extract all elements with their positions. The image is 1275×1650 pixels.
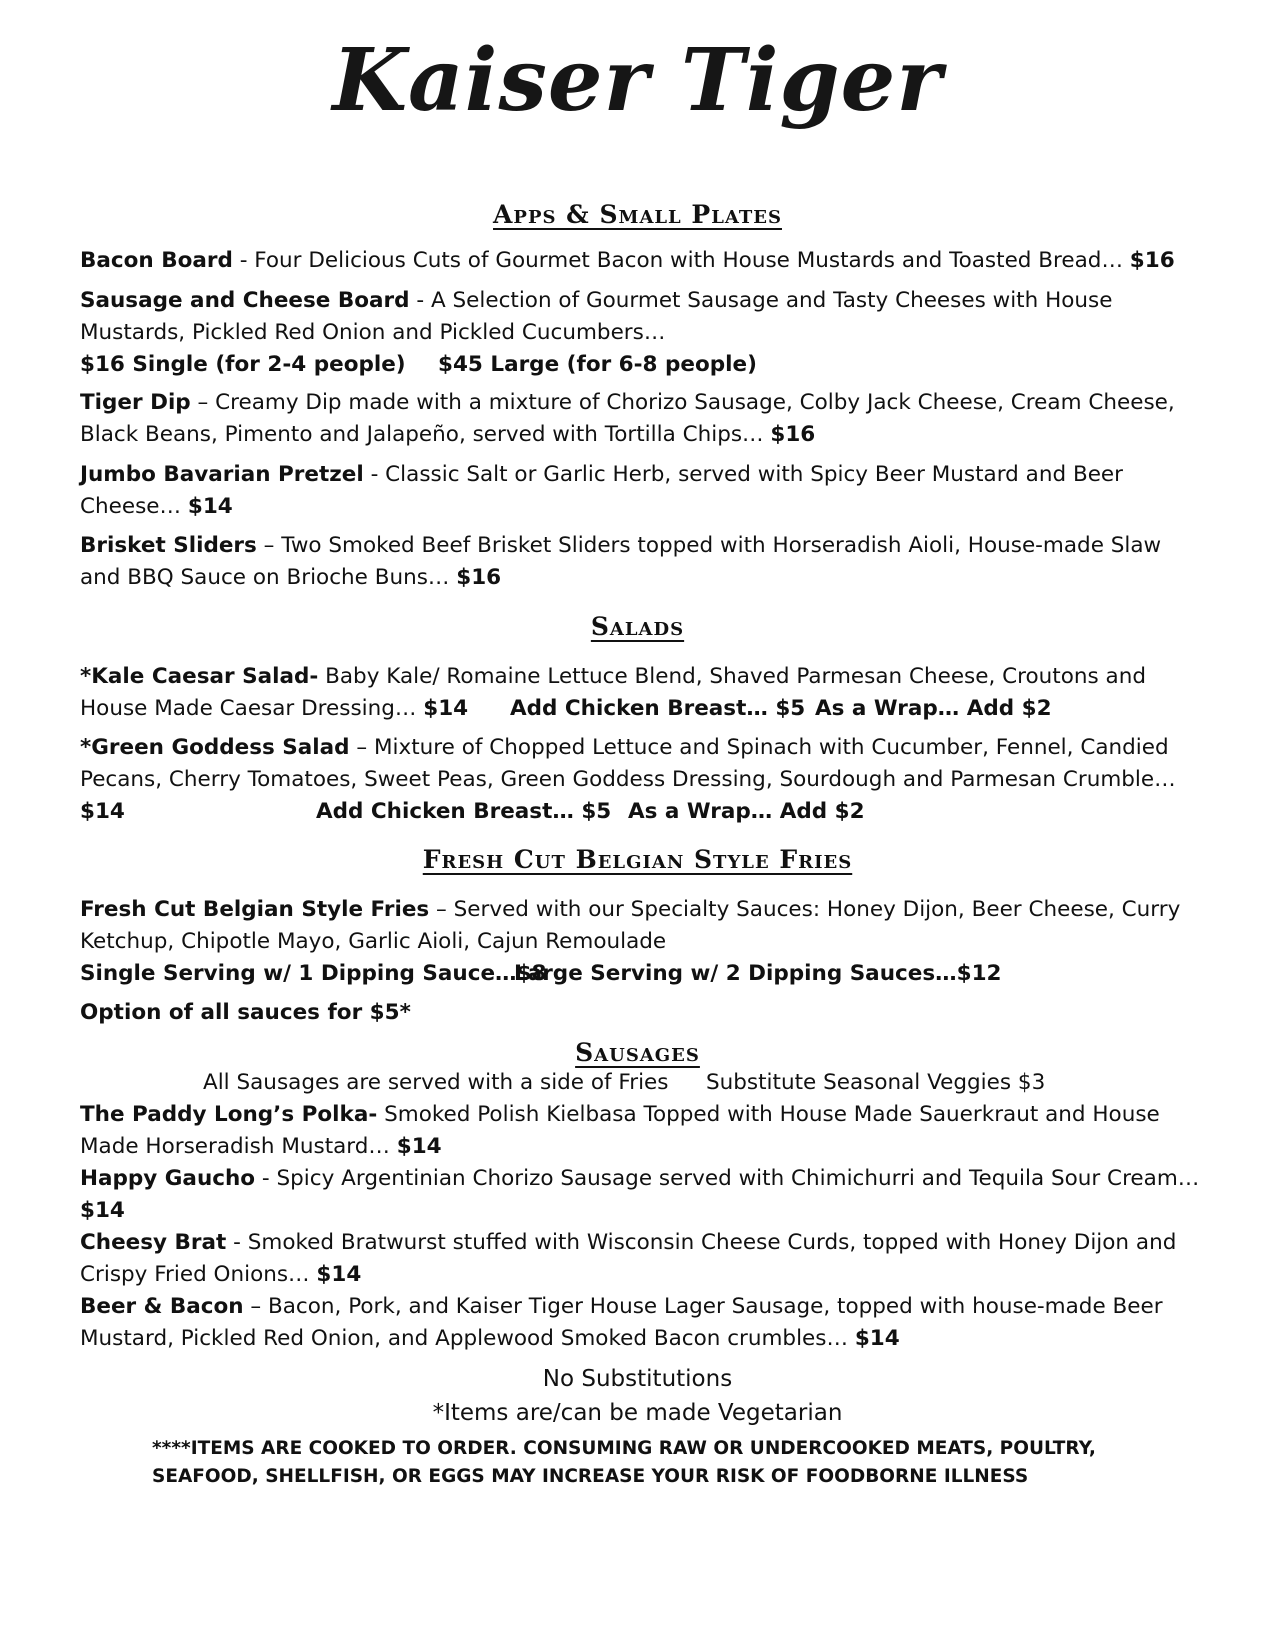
menu-item-tiger-dip-desc: Black Beans, Pimento and Jalapeño, served with Tortilla Chips… $16 bbox=[80, 422, 816, 447]
menu-item-sausage-board-desc: Mustards, Pickled Red Onion and Pickled Cucumbers… bbox=[80, 320, 666, 345]
gaucho-price: $14 bbox=[80, 1198, 125, 1223]
price-single: $16 Single (for 2-4 people) bbox=[80, 352, 406, 377]
section-heading-sausages: Sausages bbox=[575, 1038, 700, 1067]
kale-wrap: As a Wrap… Add $2 bbox=[815, 696, 1052, 721]
kale-add-chicken: Add Chicken Breast… $5 bbox=[510, 696, 806, 721]
menu-item-fries: Fresh Cut Belgian Style Fries – Served with our Specialty Sauces: Honey Dijon, Beer Cheese, Curry bbox=[80, 897, 1181, 922]
health-warning-line2: SEAFOOD, SHELLFISH, OR EGGS MAY INCREASE YOUR RISK OF FOODBORNE ILLNESS bbox=[152, 1466, 1029, 1487]
menu-item-green-goddess-desc: Pecans, Cherry Tomatoes, Sweet Peas, Green Goddess Dressing, Sourdough and Parmesan Crumble… bbox=[80, 767, 1176, 792]
menu-item-happy-gaucho: Happy Gaucho - Spicy Argentinian Chorizo Sausage served with Chimichurri and Tequila Sour Cream… bbox=[80, 1166, 1200, 1191]
goddess-wrap: As a Wrap… Add $2 bbox=[628, 799, 865, 824]
menu-item-sausage-board: Sausage and Cheese Board - A Selection of Gourmet Sausage and Tasty Cheeses with House bbox=[80, 288, 1113, 313]
vegetarian-note: *Items are/can be made Vegetarian bbox=[432, 1400, 843, 1426]
goddess-price: $14 bbox=[80, 799, 125, 824]
no-substitutions: No Substitutions bbox=[542, 1366, 733, 1392]
menu-item-paddy-polka-desc: Made Horseradish Mustard… $14 bbox=[80, 1134, 442, 1159]
fries-option: Option of all sauces for $5* bbox=[80, 1000, 411, 1025]
menu-item-kale-caesar-desc: House Made Caesar Dressing… $14 bbox=[80, 696, 469, 721]
menu-item-cheesy-brat: Cheesy Brat - Smoked Bratwurst stuffed with Wisconsin Cheese Curds, topped with Honey Dijon and bbox=[80, 1230, 1177, 1255]
menu-item-bacon-board: Bacon Board - Four Delicious Cuts of Gourmet Bacon with House Mustards and Toasted Bread… $16 bbox=[80, 248, 1175, 273]
menu-item-tiger-dip: Tiger Dip – Creamy Dip made with a mixture of Chorizo Sausage, Colby Jack Cheese, Cream Cheese, bbox=[80, 390, 1175, 415]
menu-item-paddy-polka: The Paddy Long’s Polka- Smoked Polish Kielbasa Topped with House Made Sauerkraut and House bbox=[80, 1102, 1160, 1127]
fries-large: Large Serving w/ 2 Dipping Sauces…$12 bbox=[514, 961, 1002, 986]
menu-item-brisket-sliders-desc: and BBQ Sauce on Brioche Buns… $16 bbox=[80, 565, 502, 590]
fries-single: Single Serving w/ 1 Dipping Sauce…$8 bbox=[80, 961, 547, 986]
price-large: $45 Large (for 6-8 people) bbox=[438, 352, 757, 377]
menu-item-green-goddess: *Green Goddess Salad – Mixture of Chopped Lettuce and Spinach with Cucumber, Fennel, Candied bbox=[80, 735, 1169, 760]
menu-item-cheesy-brat-desc: Crispy Fried Onions… $14 bbox=[80, 1262, 362, 1287]
menu-item-pretzel: Jumbo Bavarian Pretzel - Classic Salt or Garlic Herb, served with Spicy Beer Mustard and Beer bbox=[80, 462, 1123, 487]
menu-item-kale-caesar: *Kale Caesar Salad- Baby Kale/ Romaine Lettuce Blend, Shaved Parmesan Cheese, Croutons and bbox=[80, 664, 1147, 689]
sausages-note-fries: All Sausages are served with a side of Fries bbox=[203, 1070, 669, 1095]
sausages-note-veggies: Substitute Seasonal Veggies $3 bbox=[706, 1070, 1046, 1095]
section-heading-salads: Salads bbox=[590, 612, 685, 641]
goddess-add-chicken: Add Chicken Breast… $5 bbox=[316, 799, 612, 824]
section-heading-fries: Fresh Cut Belgian Style Fries bbox=[422, 845, 853, 874]
menu-item-beer-bacon: Beer & Bacon – Bacon, Pork, and Kaiser Tiger House Lager Sausage, topped with house-made Beer bbox=[80, 1294, 1163, 1319]
menu-item-beer-bacon-desc: Mustard, Pickled Red Onion, and Applewood Smoked Bacon crumbles… $14 bbox=[80, 1326, 900, 1351]
menu-item-pretzel-desc: Cheese… $14 bbox=[80, 494, 233, 519]
logo: Kaiser Tiger bbox=[332, 30, 943, 131]
section-heading-apps: Apps & Small Plates bbox=[493, 200, 782, 229]
menu-item-brisket-sliders: Brisket Sliders – Two Smoked Beef Brisket Sliders topped with Horseradish Aioli, House-made Slaw bbox=[80, 533, 1162, 558]
menu-item-fries-desc: Ketchup, Chipotle Mayo, Garlic Aioli, Cajun Remoulade bbox=[80, 929, 667, 954]
health-warning-line1: ****ITEMS ARE COOKED TO ORDER. CONSUMING RAW OR UNDERCOOKED MEATS, POULTRY, bbox=[152, 1438, 1096, 1459]
